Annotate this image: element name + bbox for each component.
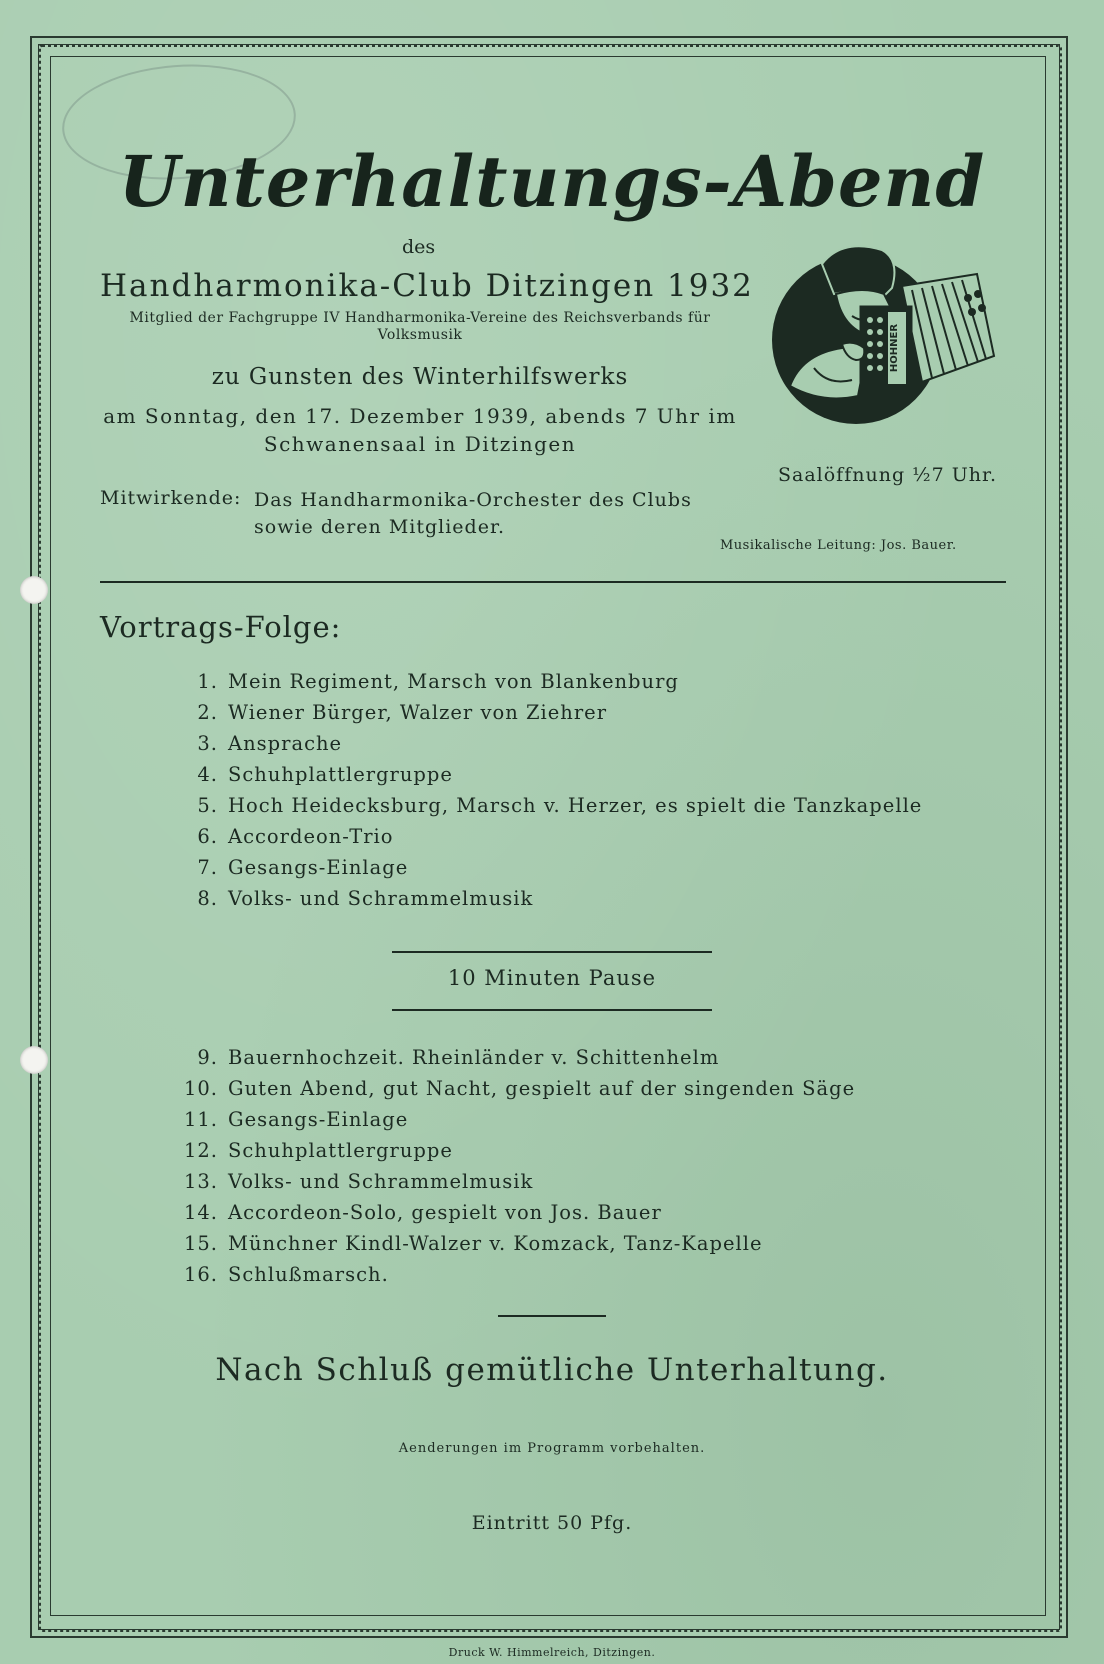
admission-price: Eintritt 50 Pfg.: [471, 1512, 633, 1534]
program-item: [180, 1232, 855, 1263]
program-item-text: Hoch Heidecksburg, Marsch v. Herzer, es spielt die Tanzkapelle: [228, 794, 923, 817]
program-item-text: Gesangs-Einlage: [228, 856, 409, 879]
program-item-text: Ansprache: [228, 732, 343, 755]
program-list-part-2: [180, 1046, 855, 1294]
program-item-number: 9.: [197, 1046, 218, 1069]
program-heading: Vortrags-Folge:: [100, 610, 342, 644]
program-item-text: Guten Abend, gut Nacht, gespielt auf der singenden Säge: [228, 1077, 856, 1100]
participants-line-1: Das Handharmonika-Orchester des Clubs: [254, 489, 692, 511]
program-item-number: 6.: [197, 825, 218, 848]
program-item-text: Mein Regiment, Marsch von Blankenburg: [228, 670, 679, 693]
program-item-text: Accordeon-Trio: [228, 825, 394, 848]
program-item: [180, 701, 922, 732]
program-item: [180, 1201, 855, 1232]
program-item: [180, 670, 922, 701]
program-item-text: Gesangs-Einlage: [228, 1108, 409, 1131]
program-item-text: Schuhplattlergruppe: [228, 1139, 453, 1162]
program-item-text: Volks- und Schrammelmusik: [228, 1170, 534, 1193]
program-item: [180, 887, 922, 918]
program-item-text: Münchner Kindl-Walzer v. Komzack, Tanz-Kapelle: [228, 1232, 763, 1255]
accordion-player-illustration: [772, 236, 1010, 436]
closing-rule: [498, 1315, 606, 1317]
program-item: [180, 856, 922, 887]
program-item-number: 3.: [197, 732, 218, 755]
event-date: [100, 402, 740, 458]
program-item-number: 11.: [183, 1108, 218, 1131]
program-item-number: 16.: [183, 1263, 218, 1286]
date-line-1: am Sonntag, den 17. Dezember 1939, abends 7 Uhr im: [103, 404, 737, 428]
program-item: [180, 732, 922, 763]
changes-note: Aenderungen im Programm vorbehalten.: [398, 1441, 706, 1456]
pause-rule-top: [392, 951, 712, 953]
program-item-text: Accordeon-Solo, gespielt von Jos. Bauer: [228, 1201, 662, 1224]
program-item-text: Schuhplattlergruppe: [228, 763, 453, 786]
printer-credit: Druck W. Himmelreich, Ditzingen.: [448, 1646, 656, 1659]
program-item-number: 14.: [183, 1201, 218, 1224]
closing-line: Nach Schluß gemütliche Unterhaltung.: [215, 1352, 889, 1388]
punch-hole-bottom: [20, 1046, 48, 1074]
program-item-number: 7.: [197, 856, 218, 879]
program-item-text: Wiener Bürger, Walzer von Ziehrer: [228, 701, 608, 724]
program-item-number: 5.: [197, 794, 218, 817]
accordion-brand: HOHNER: [889, 323, 900, 373]
program-item-number: 1.: [197, 670, 218, 693]
program-item-number: 15.: [183, 1232, 218, 1255]
des-word: des: [402, 236, 436, 258]
participants-line-2: sowie deren Mitglieder.: [254, 516, 505, 538]
program-item: [180, 794, 922, 825]
program-item: [180, 1108, 855, 1139]
program-item: [180, 1077, 855, 1108]
program-item-number: 13.: [183, 1170, 218, 1193]
program-item-number: 12.: [183, 1139, 218, 1162]
membership-note: Mitglied der Fachgruppe IV Handharmonika-Vereine des Reichsverbands für Volksmusik: [129, 310, 711, 343]
program-item: [180, 1046, 855, 1077]
musical-direction: Musikalische Leitung: Jos. Bauer.: [720, 538, 957, 553]
program-item: [180, 1263, 855, 1294]
accordion-body: [860, 306, 912, 390]
player-hair: [822, 246, 894, 296]
program-item-number: 4.: [197, 763, 218, 786]
pause-rule-bottom: [392, 1009, 712, 1011]
doors-open: Saalöffnung ½7 Uhr.: [778, 464, 997, 486]
program-item-text: Schlußmarsch.: [228, 1263, 389, 1286]
participants: [254, 487, 692, 541]
header-divider: [100, 581, 1006, 583]
page-title: Unterhaltungs-Abend: [118, 140, 986, 223]
program-item-text: Bauernhochzeit. Rheinländer v. Schittenhelm: [228, 1046, 720, 1069]
program-item: [180, 1139, 855, 1170]
program-item-number: 2.: [197, 701, 218, 724]
program-item-number: 10.: [183, 1077, 218, 1100]
participants-label: Mitwirkende:: [100, 487, 242, 509]
program-item: [180, 1170, 855, 1201]
program-list-part-1: [180, 670, 922, 918]
program-item: [180, 763, 922, 794]
club-name: Handharmonika-Club Ditzingen 1932: [100, 268, 754, 304]
intermission: 10 Minuten Pause: [447, 966, 657, 990]
date-line-2: Schwanensaal in Ditzingen: [263, 432, 577, 456]
punch-hole-top: [20, 576, 48, 604]
program-item-text: Volks- und Schrammelmusik: [228, 887, 534, 910]
program-item-number: 8.: [197, 887, 218, 910]
program-item: [180, 825, 922, 856]
charity-cause: zu Gunsten des Winterhilfswerks: [211, 364, 629, 390]
